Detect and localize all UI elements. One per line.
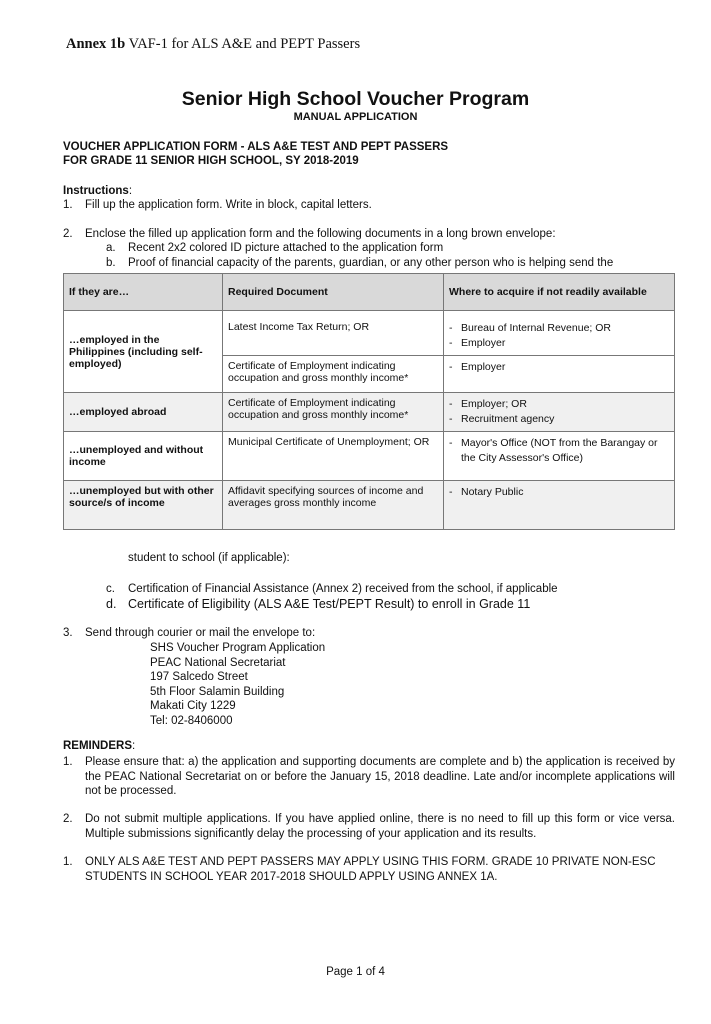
- table-header-row: [64, 274, 675, 311]
- table-row: [64, 432, 675, 481]
- category-employed-ph: …employed in the Philippines (including self-employed): [64, 311, 223, 393]
- reminder-item-3: 1. ONLY ALS A&E TEST AND PEPT PASSERS MAY APPLY USING THIS FORM. GRADE 10 PRIVATE NON-ESC STUDENTS IN SCHOOL YEAR 2017-2018 SHOULD APPLY USING ANNEX 1A.: [63, 856, 656, 883]
- instruction-sub-a: a. Recent 2x2 colored ID picture attached to the application form: [106, 242, 444, 254]
- where-item: - Notary Public: [449, 485, 669, 500]
- reminder-item-2: 2. Do not submit multiple applications. If you have applied online, there is no need to fill up this form or vice versa. Multiple submissions significantly delay the processing of your application and its results.: [63, 813, 675, 840]
- instruction-sub-b-continued: student to school (if applicable):: [128, 552, 290, 564]
- col-header-if-they-are: If they are…: [64, 274, 223, 311]
- annex-header: Annex 1b VAF-1 for ALS A&E and PEPT Passers: [66, 36, 361, 52]
- doc-certificate-employment-abroad: Certificate of Employment indicating occupation and gross monthly income*: [223, 393, 444, 432]
- where-item: - Bureau of Internal Revenue; OR: [449, 321, 669, 336]
- where-certificate-employment: [444, 356, 675, 393]
- financial-proof-table: [63, 273, 675, 530]
- where-income-tax-return: [444, 311, 675, 356]
- address-line: 5th Floor Salamin Building: [150, 685, 285, 698]
- table-row: [64, 393, 675, 432]
- where-item: - Mayor's Office (NOT from the Barangay or the City Assessor's Office): [449, 436, 669, 466]
- category-unemployed: …unemployed and without income: [64, 432, 223, 481]
- reminders-heading: REMINDERS:: [63, 740, 136, 752]
- where-item: - Employer: [449, 360, 669, 375]
- reminder-item-1: 1. Please ensure that: a) the application and supporting documents are complete and b) the application is received by the PEAC National Secretariat on or before the January 15, 2018 deadline. Late and/or incomplete applications will not be processed.: [63, 756, 675, 797]
- address-line: Makati City 1229: [150, 700, 236, 712]
- instruction-item-2: 2. Enclose the filled up application form and the following documents in a long brown envelope:: [63, 228, 556, 240]
- where-other-source: [444, 481, 675, 530]
- address-line: Tel: 02-8406000: [150, 714, 233, 727]
- form-title-line-1: VOUCHER APPLICATION FORM - ALS A&E TEST AND PEPT PASSERS: [63, 141, 449, 153]
- col-header-where-to-acquire: Where to acquire if not readily available: [444, 274, 675, 311]
- where-item: - Recruitment agency: [449, 412, 669, 427]
- mailing-address: [150, 641, 325, 728]
- address-line: PEAC National Secretariat: [150, 656, 286, 669]
- instruction-item-3: 3. Send through courier or mail the envelope to:: [63, 627, 316, 639]
- doc-municipal-certificate: Municipal Certificate of Unemployment; OR: [223, 432, 444, 481]
- page-number: Page 1 of 4: [326, 966, 385, 978]
- page-subtitle: MANUAL APPLICATION: [293, 111, 418, 123]
- page-title: Senior High School Voucher Program: [181, 88, 530, 110]
- col-header-required-document: Required Document: [223, 274, 444, 311]
- table-row: [64, 311, 675, 356]
- address-line: 197 Salcedo Street: [150, 671, 248, 683]
- form-title-line-2: FOR GRADE 11 SENIOR HIGH SCHOOL, SY 2018-2019: [63, 155, 359, 167]
- instructions-heading: Instructions:: [63, 185, 133, 197]
- category-employed-abroad: …employed abroad: [64, 393, 223, 432]
- instruction-sub-d: d. Certificate of Eligibility (ALS A&E Test/PEPT Result) to enroll in Grade 11: [106, 597, 531, 611]
- category-other-source: …unemployed but with other source/s of income: [64, 481, 223, 530]
- instruction-sub-c: c. Certification of Financial Assistance (Annex 2) received from the school, if applicable: [106, 583, 558, 595]
- doc-certificate-employment: Certificate of Employment indicating occupation and gross monthly income*: [223, 356, 444, 393]
- instruction-sub-b: b. Proof of financial capacity of the parents, guardian, or any other person who is helping send the: [106, 257, 614, 269]
- instruction-item-1: 1. Fill up the application form. Write in block, capital letters.: [63, 199, 372, 211]
- address-line: SHS Voucher Program Application: [150, 642, 326, 654]
- where-unemployed: [444, 432, 675, 481]
- doc-affidavit: Affidavit specifying sources of income and averages gross monthly income: [223, 481, 444, 530]
- where-item: - Employer: [449, 336, 669, 351]
- doc-income-tax-return: Latest Income Tax Return; OR: [223, 311, 444, 356]
- table-row: [64, 481, 675, 530]
- where-employed-abroad: [444, 393, 675, 432]
- where-item: - Employer; OR: [449, 397, 669, 412]
